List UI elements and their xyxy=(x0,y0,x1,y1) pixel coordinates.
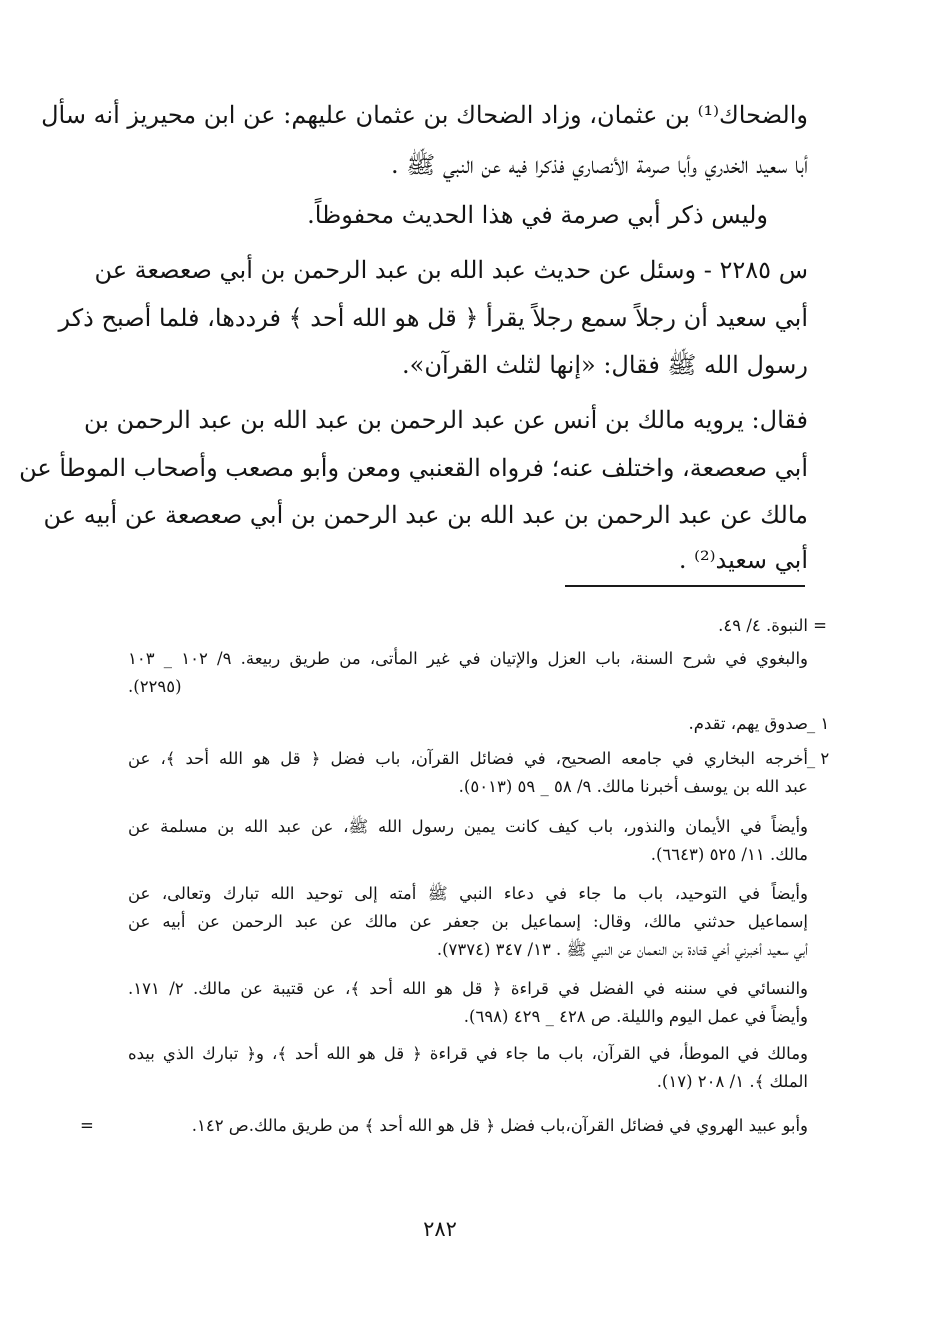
answer-line: فقال: يرويه مالك بن أنس عن عبد الرحمن بن عبد الله بن عبد الرحمن بن xyxy=(83,406,808,434)
question-line: س ٢٢٨٥ - وسئل عن حديث عبد الله بن عبد الرحمن بن أبي صعصعة عن xyxy=(94,256,808,284)
footnote-marker: ١ _ xyxy=(806,714,830,733)
footnote-line: وأيضاً في الأيمان والنذور، باب كيف كانت يمين رسول الله ﷺ، عن عبد الله بن مسلمة عن xyxy=(128,817,808,836)
footnote-line: ومالك في الموطأ، في القرآن، باب ما جاء في قراءة ﴿ قل هو الله أحد ﴾، و﴿ تبارك الذي بيده xyxy=(128,1044,808,1063)
footnote-line: إسماعيل حدثني مالك، وقال: إسماعيل بن جعفر عن مالك عن عبد الرحمن عن أبيه عن xyxy=(128,912,808,931)
text-line: أبي صعصعة، واختلف عنه؛ فرواه القعنبي ومعن وأبو مصعب وأصحاب الموطأ عن xyxy=(19,454,808,482)
footnote-line: عبد الله بن يوسف أخبرنا مالك. ٩/ ٥٨ _ ٥٩ (٥٠١٣). xyxy=(458,777,808,796)
text-line: والضحاك⁽¹⁾ بن عثمان، وزاد الضحاك بن عثمان عليهم: عن ابن محيريز أنه سأل xyxy=(41,101,808,129)
footnote-marker: ٢ _ xyxy=(806,749,830,768)
text-line: أبا سعيد الخدري وأبا صرمة الأنصاري فذكرا فيه عن النبي ﷺ . xyxy=(390,151,808,179)
footnote-line: والبغوي في شرح السنة، باب العزل والإتيان في غير المأتى، من طريق ربيعة. ٩/ ١٠٢ _ ١٠٣ xyxy=(128,649,808,668)
footnote-continuation-marker: = xyxy=(813,616,827,635)
footnote-divider xyxy=(565,585,805,587)
footnote-line: صدوق يهم، تقدم. xyxy=(688,714,808,733)
footnote-line: وأيضاً في التوحيد، باب ما جاء في دعاء النبي ﷺ أمته إلى توحيد الله تبارك وتعالى، عن xyxy=(128,884,808,903)
footnote-line: أبي سعيد أخبرني أخي قتادة بن النعمان عن النبي ﷺ . ١٣/ ٣٤٧ (٧٣٧٤). xyxy=(436,940,808,959)
text-line: رسول الله ﷺ فقال: «إنها لثلث القرآن». xyxy=(402,351,808,379)
footnote-line: النبوة. ٤/ ٤٩. xyxy=(718,616,808,635)
footnote-line: والنسائي في سننه في الفضل في قراءة ﴿ قل هو الله أحد ﴾، عن قتيبة عن مالك. ٢/ ١٧١. xyxy=(128,979,809,998)
footnote-line: الملك ﴾. ١/ ٢٠٨ (١٧). xyxy=(656,1072,808,1091)
footnote-line: أخرجه البخاري في جامعه الصحيح، في فضائل القرآن، باب فضل ﴿ قل هو الله أحد ﴾، عن xyxy=(128,749,808,768)
footnote-line: مالك. ١١/ ٥٢٥ (٦٦٤٣). xyxy=(650,845,808,864)
text-line: مالك عن عبد الرحمن بن عبد الله بن عبد الرحمن بن أبي صعصعة عن أبيه عن xyxy=(43,501,808,529)
footnote-line: (٢٢٩٥). xyxy=(128,677,182,696)
page-number: ٢٨٢ xyxy=(423,1217,457,1241)
footnote-end-marker: = xyxy=(80,1116,94,1135)
footnote-line: وأيضاً في عمل اليوم والليلة. ص ٤٢٨ _ ٤٢٩ (٦٩٨). xyxy=(463,1007,808,1026)
text-line: أبي سعيد⁽²⁾ . xyxy=(678,546,808,574)
text-line: وليس ذكر أبي صرمة في هذا الحديث محفوظاً. xyxy=(307,201,768,229)
footnote-line: وأبو عبيد الهروي في فضائل القرآن،باب فضل ﴿ قل هو الله أحد ﴾ من طريق مالك.ص ١٤٢. xyxy=(191,1116,808,1135)
text-line: أبي سعيد أن رجلاً سمع رجلاً يقرأ ﴿ قل هو الله أحد ﴾ فرددها، فلما أصبح ذكر xyxy=(58,304,808,332)
